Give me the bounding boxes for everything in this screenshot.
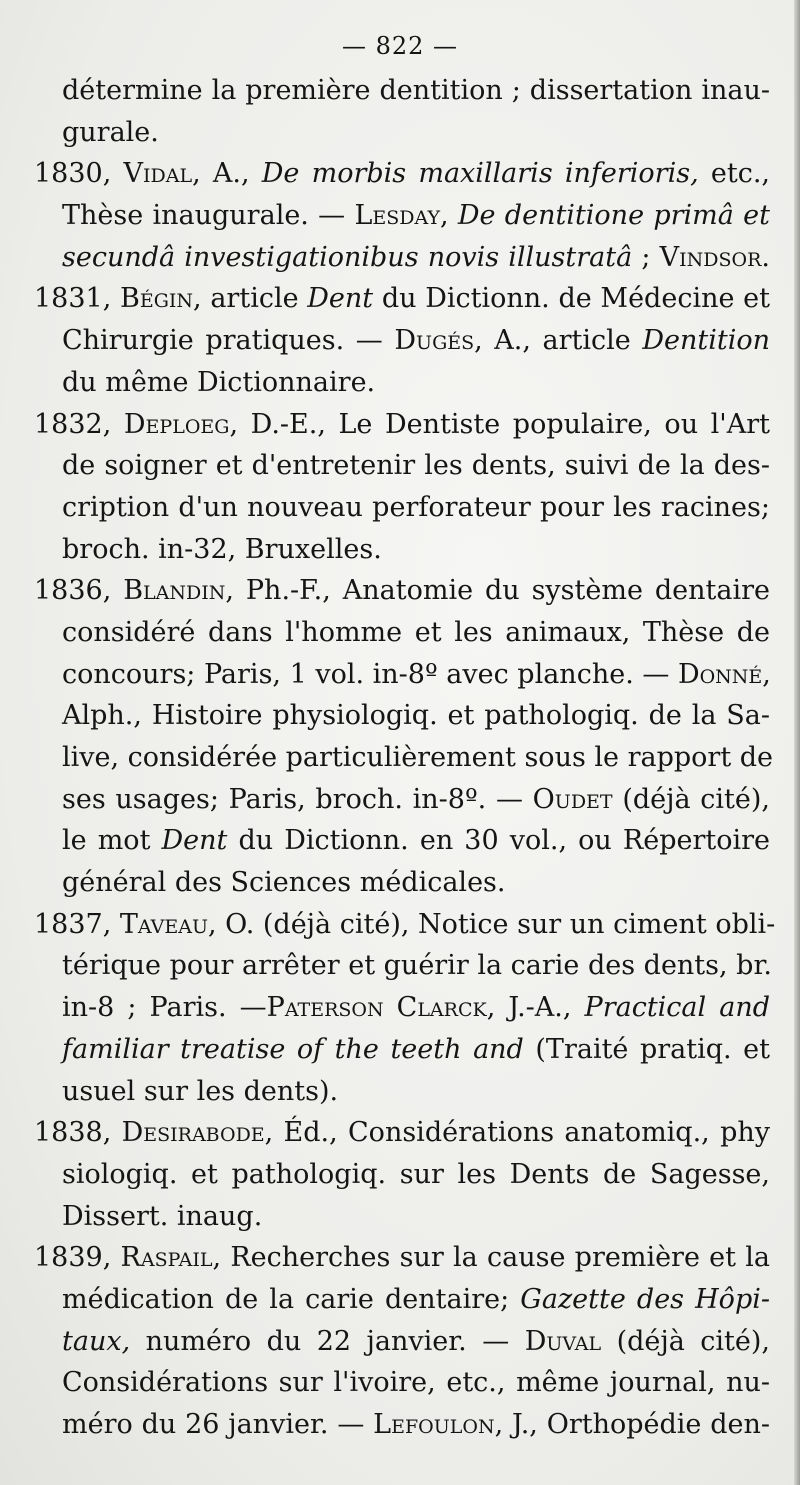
text-run: numéro du 22 janvier. — [130,1325,525,1357]
italic-title: secundâ investigationibus novis illustratâ [62,241,633,273]
text-run: siologiq. et pathologiq. sur les Dents de Sagesse, [62,1158,770,1190]
text-run: considéré dans l'homme et les animaux, Thèse de [62,616,770,648]
italic-title: Practical and [584,992,771,1024]
text-line [30,404,770,446]
text-line [30,779,770,821]
text-run: , J.-A., [486,992,585,1024]
text-line [30,1362,770,1404]
text-run: , Éd., Considérations anatomiq., phy [264,1117,770,1149]
text-run: ; [632,241,660,273]
text-run: gurale. [62,116,159,148]
text-line [30,278,770,320]
text-line [30,70,770,112]
text-line [30,153,770,195]
text-run: , article [193,283,308,315]
author-name: Vidal [123,158,193,190]
text-line [30,612,770,654]
page-number: — 822 — [341,32,459,60]
text-line [30,1154,770,1196]
text-run: usuel sur les dents). [62,1075,339,1107]
text-line [30,695,770,737]
text-run: de soigner et d'entretenir les dents, suivi de la des- [62,450,770,482]
text-run: Considérations sur l'ivoire, etc., même journal, nu- [62,1367,770,1399]
text-line [30,1071,770,1113]
author-name: Donné [677,658,763,690]
page-edge [794,0,800,1485]
text-line [30,654,770,696]
text-run: , A., [192,158,262,190]
text-line [30,1112,770,1154]
text-run: in-8 ; Paris. — [62,992,267,1024]
italic-title: taux, [62,1325,131,1357]
author-name: Vindsor [659,241,762,273]
text-run: etc., [698,158,770,190]
text-run: . [761,241,770,273]
text-run: , Ph.-F., Anatomie du système dentaire [225,575,770,607]
text-run: ses usages; Paris, broch. in-8º. — [62,783,533,815]
text-run: 1832, [34,408,124,440]
text-run: , A., article [474,325,643,357]
author-name: Paterson Clarck [266,992,487,1024]
italic-title: De dentitione primâ et [457,200,770,232]
text-line [30,737,774,779]
text-line [30,862,770,904]
text-run: Thèse inaugurale. — [62,200,355,232]
author-name: Oudet [532,783,613,815]
italic-title: Dent [161,825,228,857]
text-run: concours; Paris, 1 vol. in-8º avec planche. — [62,658,678,690]
text-line [30,820,770,862]
text-run: général des Sciences médicales. [62,867,506,899]
text-run: , Recherches sur la cause première et la [212,1242,770,1274]
text-run: le mot [62,825,162,857]
text-run: , O. (déjà cité), Notice sur un ciment obli- [208,908,776,940]
text-run: du même Dictionnaire. [62,366,376,398]
text-run: du Dictionn. de Médecine et [373,283,770,315]
text-run: , [440,200,458,232]
italic-title: Dent [307,283,374,315]
text-line [30,195,770,237]
page-text [30,70,776,1446]
text-run: Chirurgie pratiques. — [62,325,395,357]
italic-title: Dentition [642,325,770,357]
text-line [30,320,770,362]
text-run: (Traité pratiq. et [523,1033,770,1065]
text-run: , [762,658,771,690]
text-line [30,237,770,279]
text-line [30,362,770,404]
text-line [30,1196,770,1238]
author-name: Raspail [120,1242,213,1274]
text-run: 1839, [34,1242,121,1274]
text-run: live, considérée particulièrement sous le rapport de [62,742,774,773]
author-name: Lefoulon [373,1409,495,1440]
author-name: Blandin [123,575,226,607]
italic-title: De morbis maxillaris inferioris, [261,158,699,190]
author-name: Taveau [119,908,208,940]
text-line [30,529,770,571]
author-name: Deploeg [123,408,230,440]
text-line [30,487,770,529]
text-run: 1836, [34,575,124,607]
text-line [30,987,770,1029]
text-line [30,1029,770,1071]
text-run: Alph., Histoire physiologiq. et pathologiq. de la Sa- [62,700,770,732]
author-name: Lesday [354,200,441,232]
text-run: (déjà cité), [612,783,770,815]
text-run: (déjà cité), [601,1325,770,1357]
text-run: Dissert. inaug. [62,1200,263,1232]
text-line [30,445,770,487]
text-run: 1830, [34,158,124,190]
text-run: , D.-E., Le Dentiste populaire, ou l'Art [229,408,770,440]
author-name: Dugés [394,325,475,357]
text-line [30,1279,770,1321]
text-line [30,1321,770,1363]
text-line [30,112,770,154]
text-run: détermine la première dentition ; dissertation inau- [62,75,770,106]
text-line [30,570,770,612]
italic-title: familiar treatise of the teeth and [62,1033,524,1065]
text-line [30,1404,770,1446]
text-run: broch. in-32, Bruxelles. [62,533,382,565]
text-run: du Dictionn. en 30 vol., ou Répertoire [227,825,770,857]
text-line [30,945,770,987]
text-run: , J., Orthopédie den- [494,1409,770,1440]
text-run: cription d'un nouveau perforateur pour les racines; [62,491,770,523]
text-run: 1838, [34,1117,122,1149]
text-run: médication de la carie dentaire; [62,1283,521,1315]
author-name: Duval [524,1325,602,1357]
italic-title: Gazette des Hôpi- [520,1283,770,1315]
text-run: 1831, [34,283,121,315]
author-name: Bégin [120,283,194,315]
text-run: 1837, [34,908,120,940]
text-run: térique pour arrêter et guérir la carie des dents, br. [62,950,772,982]
text-run: méro du 26 janvier. — [62,1409,374,1440]
text-line [30,904,776,946]
text-line [30,1237,770,1279]
author-name: Desirabode [121,1117,265,1149]
